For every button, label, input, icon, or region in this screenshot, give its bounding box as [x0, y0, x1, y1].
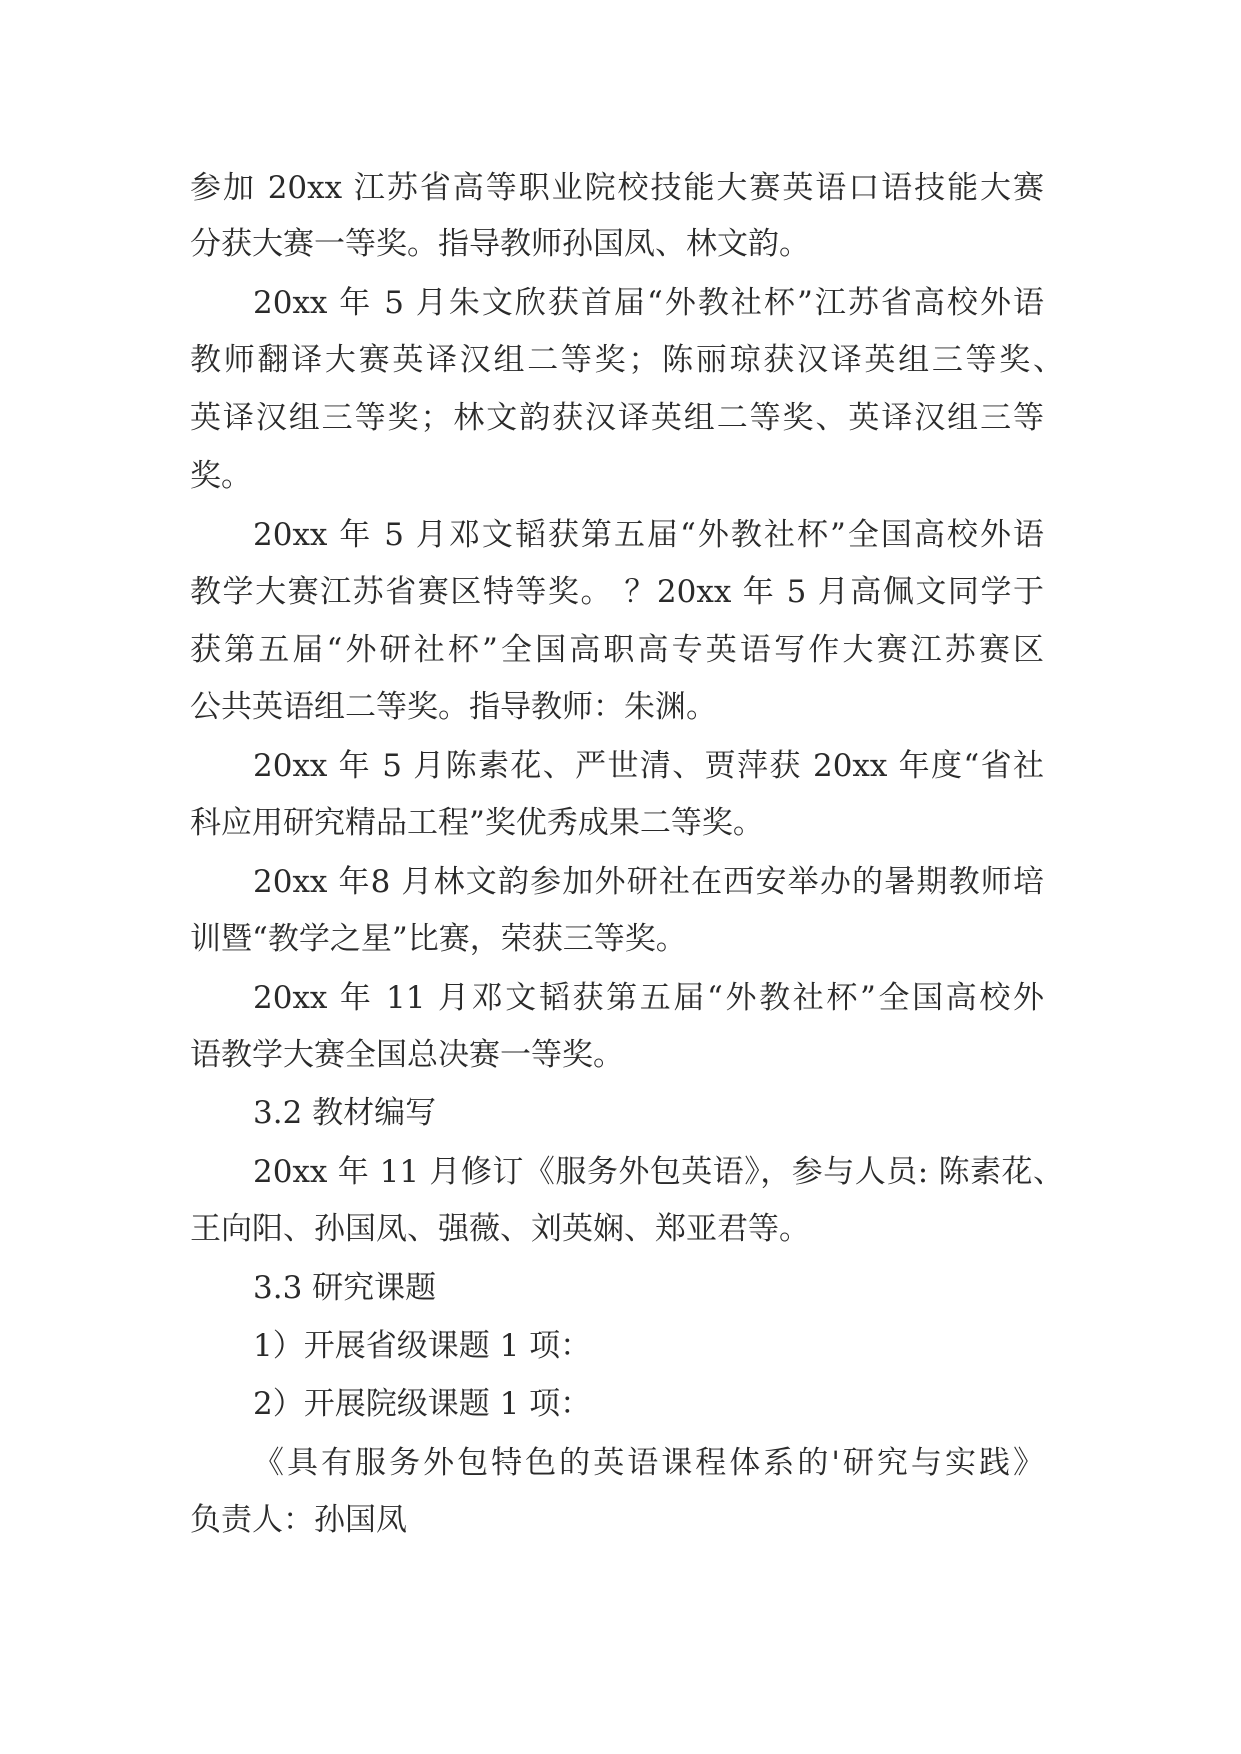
text-line-6: 奖。	[190, 458, 252, 494]
text-line-8: 教学大赛江苏省赛区特等奖。 ？20xx 年 5 月高佩文同学于	[190, 574, 1044, 610]
text-line-7: 20xx 年 5 月邓文韬获第五届“外教社杯”全国高校外语	[253, 517, 1044, 553]
text-line-10: 公共英语组二等奖。指导教师：朱渊。	[190, 689, 717, 725]
text-line-9: 获第五届“外研社杯”全国高职高专英语写作大赛江苏赛区	[190, 632, 1044, 668]
text-line-18: 20xx 年 11 月修订《服务外包英语》，参与人员: 陈素花、	[253, 1154, 1064, 1190]
text-line-3: 20xx 年 5 月朱文欣获首届“外教社杯”江苏省高校外语	[253, 285, 1044, 321]
text-line-1: 参加 20xx 江苏省高等职业院校技能大赛英语口语技能大赛	[190, 170, 1044, 206]
list-item-1: 1）开展省级课题 1 项：	[253, 1328, 592, 1364]
list-item-2: 2）开展院级课题 1 项：	[253, 1386, 592, 1422]
text-line-5: 英译汉组三等奖；林文韵获汉译英组二等奖、英译汉组三等	[190, 400, 1044, 436]
text-line-15: 20xx 年 11 月邓文韬获第五届“外教社杯”全国高校外	[253, 980, 1044, 1016]
text-line-2: 分获大赛一等奖。指导教师孙国凤、林文韵。	[190, 226, 810, 262]
project-title: 《具有服务外包特色的英语课程体系的'研究与实践》	[253, 1445, 1044, 1481]
text-line-11: 20xx 年 5 月陈素花、严世清、贾萍获 20xx 年度“省社	[253, 748, 1044, 784]
section-heading-3-3: 3.3 研究课题	[253, 1270, 437, 1306]
text-line-16: 语教学大赛全国总决赛一等奖。	[190, 1037, 624, 1073]
text-line-12: 科应用研究精品工程”奖优秀成果二等奖。	[190, 805, 764, 841]
text-line-19: 王向阳、孙国凤、强薇、刘英娴、郑亚君等。	[190, 1211, 810, 1247]
text-line-14: 训暨“教学之星”比赛，荣获三等奖。	[190, 921, 687, 957]
text-line-13: 20xx 年8 月林文韵参加外研社在西安举办的暑期教师培	[253, 864, 1044, 900]
section-heading-3-2: 3.2 教材编写	[253, 1095, 437, 1131]
text-line-4: 教师翻译大赛英译汉组二等奖；陈丽琼获汉译英组三等奖、	[190, 342, 1064, 378]
project-lead: 负责人：孙国凤	[190, 1502, 407, 1538]
